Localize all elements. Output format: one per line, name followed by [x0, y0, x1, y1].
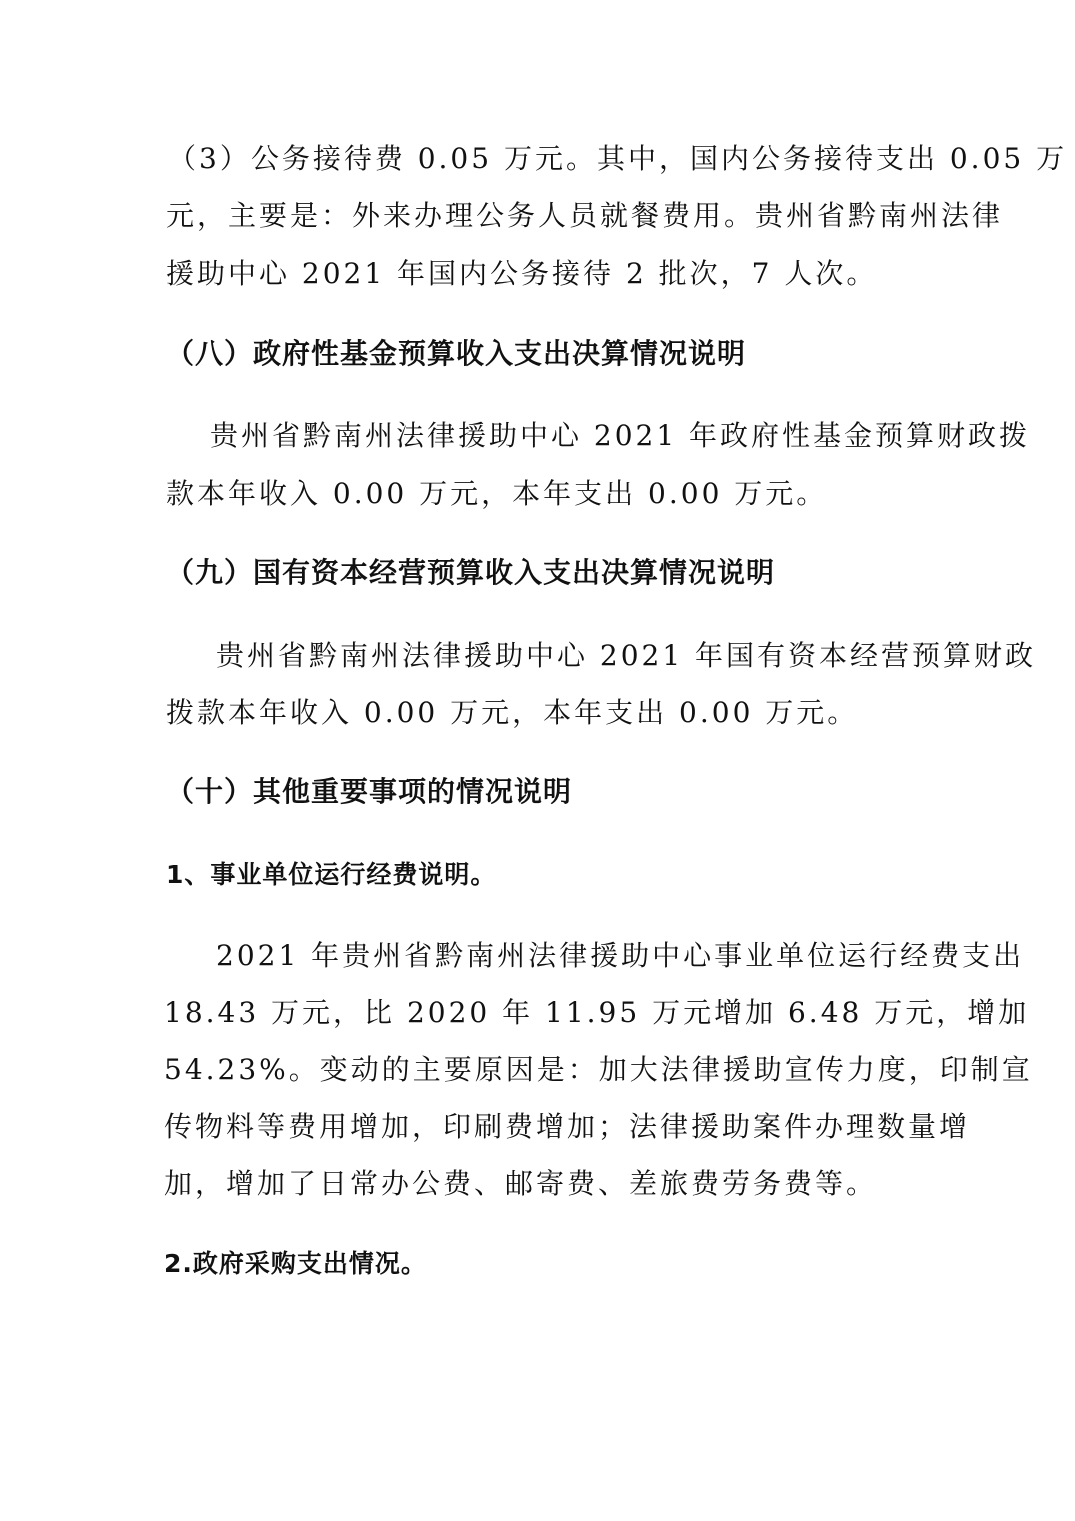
reception-fee-line-1: （3）公务接待费 0.05 万元。其中，国内公务接待支出 0.05 万 — [168, 142, 1068, 175]
section-9-heading: （九）国有资本经营预算收入支出决算情况说明 — [166, 556, 776, 589]
item-1-line-1: 2021 年贵州省黔南州法律援助中心事业单位运行经费支出 — [216, 939, 1025, 972]
section-8-heading: （八）政府性基金预算收入支出决算情况说明 — [166, 337, 747, 370]
section-8-line-1: 贵州省黔南州法律援助中心 2021 年政府性基金预算财政拨 — [210, 419, 1031, 452]
reception-fee-line-2: 元，主要是：外来办理公务人员就餐费用。贵州省黔南州法律 — [166, 199, 1004, 232]
section-9-line-2: 拨款本年收入 0.00 万元，本年支出 0.00 万元。 — [166, 696, 859, 729]
section-8-line-2: 款本年收入 0.00 万元，本年支出 0.00 万元。 — [166, 477, 828, 510]
item-1-line-2: 18.43 万元，比 2020 年 11.95 万元增加 6.48 万元，增加 — [164, 996, 1030, 1029]
item-1-heading: 1、事业单位运行经费说明。 — [166, 860, 497, 889]
item-2-heading: 2.政府采购支出情况。 — [164, 1249, 427, 1278]
item-1-line-5: 加，增加了日常办公费、邮寄费、差旅费劳务费等。 — [164, 1167, 878, 1200]
section-10-heading: （十）其他重要事项的情况说明 — [166, 775, 573, 808]
section-9-line-1: 贵州省黔南州法律援助中心 2021 年国有资本经营预算财政 — [216, 639, 1037, 672]
item-1-line-4: 传物料等费用增加，印刷费增加；法律援助案件办理数量增 — [164, 1110, 971, 1143]
reception-fee-line-3: 援助中心 2021 年国内公务接待 2 批次，7 人次。 — [166, 257, 878, 290]
item-1-line-3: 54.23%。变动的主要原因是：加大法律援助宣传力度，印制宣 — [164, 1053, 1033, 1086]
